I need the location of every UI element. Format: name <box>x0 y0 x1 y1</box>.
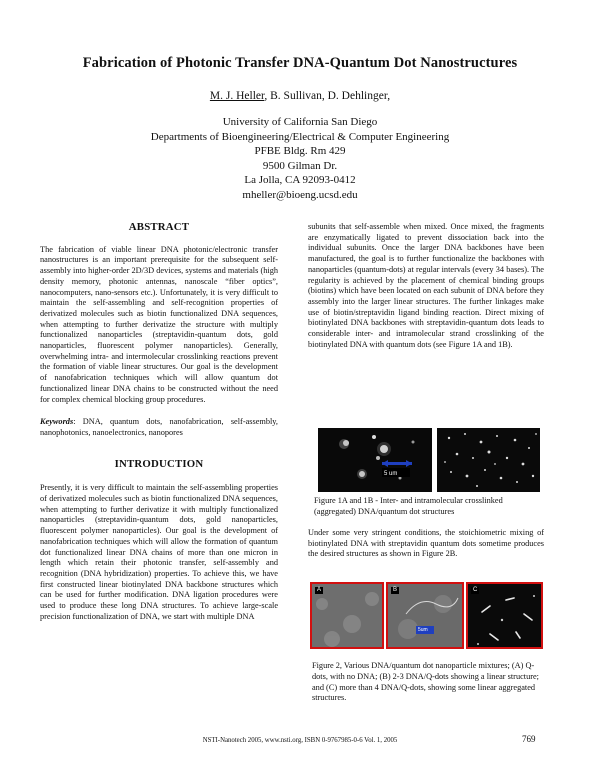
right-paragraph-1: subunits that self-assemble when mixed. Once mixed, the fragments are enzymatically ligated to prevent dissociation back into the individual subunits. Once the larger DNA backbones have been manufactured, the goal is to further functionalize the backbones with nanoparticles (quantum-dots) at regular intervals (every 34 bases). The regularity is achieved by the placement of chemical binding groups (biotins) which have been located on each subunit of DNA before they assembly into the larger linear structures. The further linkages make use of biotin/streptavidin ligand binding reaction. Direct mixing of biotinylated DNA backbones with streptavidin-quantum dots leads to considerable inter- and intramolecular strand crosslinking of the biotinylated DNA with quantum dots (see Figure 1A and 1B). <box>308 222 544 349</box>
figure-2b-micrograph <box>388 584 464 649</box>
figure-2a-panel <box>310 582 384 649</box>
affiliation-university: University of California San Diego <box>222 116 378 128</box>
figure-2-caption: Figure 2, Various DNA/quantum dot nanoparticle mixtures; (A) Q-dots, with no DNA; (B) 2-3 DNA/Q-dots showing a linear structure; and (C) more than 4 DNA/Q-dots, showing some linear aggregated structures. <box>312 661 539 703</box>
figure-1b-image <box>437 428 540 492</box>
keywords <box>40 417 278 438</box>
figure-2c-panel <box>466 582 543 649</box>
paper-title: Fabrication of Photonic Transfer DNA-Quantum Dot Nanostructures <box>82 55 518 71</box>
figure-1a-image <box>318 428 432 492</box>
keywords-list: : DNA, quantum dots, nanofabrication, self-assembly, nanophotonics, nanoelectronics, nanopores <box>40 417 278 437</box>
figure-2b-label: B <box>393 587 398 593</box>
introduction-heading: INTRODUCTION <box>114 457 204 470</box>
affiliation-block <box>80 115 520 203</box>
abstract-text: The fabrication of viable linear DNA photonic/electronic transfer nanostructures is an important prerequisite for the subsequent self-assembly into higher-order 2D/3D devices, systems and materials (high density memory, photonic antennas, nanoscale “fiber optics”, nanocomputers, nano-sensors etc.). Unfortunately, it is very difficult to maintain the self-assembling and self-recognition properties of derivatized molecules such as biotin functionalized DNA sequences, when attempting to further derivatize the structure with multiply functionalized nanoparticles (streptavidin-quantum dots, gold nanoparticles, fluorescent polymer nanoparticles). Generally, overwhelming intra- and intermolecular crosslinking reactions prevent the formation of viable linear structures. Our goal is the development of nanofabrication techniques which will allow quantum dot functionalized linear DNA chains to be constructed without the need for complex chemical blocking group procedures. <box>40 244 278 404</box>
right-paragraph-2: Under some very stringent conditions, the stoichiometric mixing of biotinylated DNA with streptavidin quantum dots sometime produces the desired structures as shown in Figure 2B. <box>308 528 544 559</box>
figure-1 <box>312 428 540 492</box>
figure-2c-label: C <box>473 587 478 593</box>
figure-2a-label: A <box>317 587 322 593</box>
figure-1a-micrograph <box>318 428 432 492</box>
left-column <box>40 222 278 623</box>
figure-2 <box>310 582 543 649</box>
affiliation-email: mheller@bioeng.ucsd.edu <box>242 188 358 201</box>
coauthors: , B. Sullivan, D. Dehlinger, <box>264 90 391 102</box>
figure-1-scale-label: 5 um <box>384 471 398 477</box>
figure-1-caption: Figure 1A and 1B - Inter- and intramolecular crosslinked (aggregated) DNA/quantum dot structures <box>314 496 503 516</box>
page-footer: NSTI-Nanotech 2005, www.nsti.org, ISBN 0-9767985-0-6 Vol. 1, 2005 <box>202 737 398 744</box>
figure-1b-micrograph <box>437 428 540 492</box>
affiliation-building: PFBE Bldg. Rm 429 <box>254 145 346 158</box>
affiliation-city: La Jolla, CA 92093-0412 <box>244 174 356 187</box>
corresponding-author: M. J. Heller <box>209 90 265 102</box>
affiliation-department: Departments of Bioengineering/Electrical & Computer Engineering <box>150 130 450 143</box>
right-column-para1 <box>308 222 544 350</box>
introduction-text: Presently, it is very difficult to maintain the self-assembling properties of derivatized molecules such as biotin functionalized DNA sequences, when attempting to further derivatize it with multiply functionalized nanoparticles (streptavidin-quantum dots, gold nanoparticles, fluorescent polymer nanoparticles). Our goal is the development of nanofabrication techniques which will allow the formation of quantum dot functionalized linear DNA chains of more than one micron in length which retain their photonic transfer, self-assembly and recognition (DNA hybridization) properties. To achieve this, we have first constructed linear biotinylated DNA backbone structures which can be used for further modification. DNA ligation procedures were used to produce these long DNA structures. To achieve large-scale precision functionalization of DNA, we start with multiple DNA <box>40 483 278 621</box>
right-column-para2 <box>308 528 544 560</box>
keywords-label: Keywords <box>40 417 74 427</box>
author-list <box>40 90 560 102</box>
figure-2-scale-label: 5um <box>418 627 428 633</box>
affiliation-street: 9500 Gilman Dr. <box>262 159 338 172</box>
abstract-heading: ABSTRACT <box>128 221 190 233</box>
figure-2b-panel <box>386 582 464 649</box>
page-number: 769 <box>522 734 536 744</box>
